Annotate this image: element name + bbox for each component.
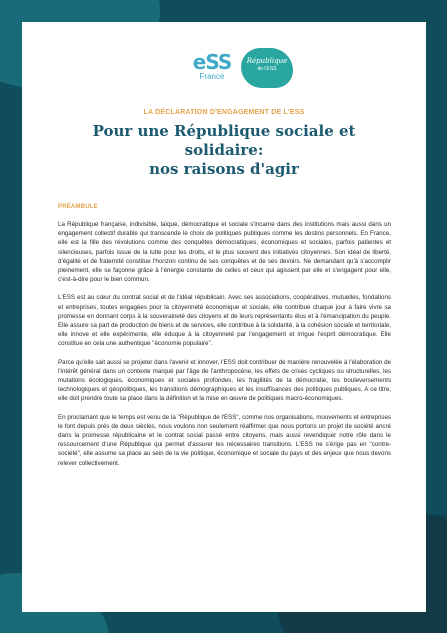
paragraph: En proclamant que le temps est venu de la "République de l'ESS", comme nos organisations, mouvements et entreprises le font depuis près de deux siècles, nous voulons non seulement réaffirmer que nous portons un projet de société ancré dans la promesse républicaine et le contrat social passé entre citoyens, mais aussi revendiquer notre rôle dans le ressourcement d'une République qui permet d'assurer les nécessaires transitions. L'ESS ne s'érige pas en "contre-société", elle assume sa place au sein de la vie politique, économique et sociale du pays et des enjeux que nous devons relever collectivement.	[58, 413, 391, 467]
republique-logo-line2: de l'ESS	[257, 66, 277, 72]
paragraph: Parce qu'elle sait aussi se projeter dans l'avenir et innover, l'ESS doit contribuer de manière renouvelée à l'élaboration de l'intérêt général dans un contexte marqué par l'âge de l'anthropocène, les effets de crises cycliques ou structurelles, les mutations écologiques, économiques et sociales profondes, les fragilités de la démocratie, les bouleversements technologiques et géopolitiques, les transitions démographiques et les insuffisances des politiques publiques. A ce titre, elle doit prendre toute sa place dans la définition et la mise en œuvre de politiques macro-économiques.	[58, 358, 391, 403]
republique-logo-line1: République	[246, 57, 288, 65]
ess-france-logo	[192, 50, 232, 90]
paragraph: La République française, indivisible, laïque, démocratique et sociale s'incarne dans des institutions mais aussi dans un engagement collectif durable qui transcende le choix de politiques publiques comme les destins personnels. En France, elle est la fille des révolutions comme des conquêtes démocratiques, économiques et sociales, parfois patientes et silencieuses, parfois issue de la lutte pour les droits, et le plus souvent des initiatives citoyennes. Son idéal de liberté, d'égalité et de fraternité constitue l'horizon continu de ses conquêtes et de ses devoirs. Ne demandant qu'à s'accomplir pleinement, elle se façonne grâce à l'énergie constante de celles et ceux qui agissent par elle et s'engagent pour elle, c'est-à-dire pour le bien commun.	[58, 221, 391, 284]
republique-ess-logo	[241, 48, 293, 88]
document-page	[22, 22, 426, 612]
section-label: PRÉAMBULE	[58, 204, 98, 210]
title-line-1: Pour une République sociale et solidaire:	[92, 122, 356, 159]
paragraph: L'ESS est au cœur du contrat social et de l'idéal républicain. Avec ses associations, coopératives, mutuelles, fondations et entreprises, toutes engagées pour la citoyenneté économique et sociale, elle contribue chaque jour à faire vivre sa promesse en donnant corps à la souveraineté des citoyens et de leurs représentants élus et à l'émancipation du peuple. Elle assure sa part de production de biens et de services, elle contribue à la solidarité, à la cohésion sociale et territoriale, elle innove et elle expérimente, elle éduque à la citoyenneté par l'engagement et irrigue l'esprit démocratique. Elle constitue en cela une authentique "économie populaire".	[58, 294, 391, 348]
document-kicker: LA DÉCLARATION D'ENGAGEMENT DE L'ESS	[143, 109, 305, 116]
ess-logo-mark: eSS	[192, 50, 232, 74]
logo-bar	[22, 50, 426, 98]
ess-logo-country: France	[199, 72, 225, 81]
title-line-2: nos raisons d'agir	[149, 160, 299, 178]
document-body	[58, 220, 391, 477]
document-title	[52, 122, 396, 179]
